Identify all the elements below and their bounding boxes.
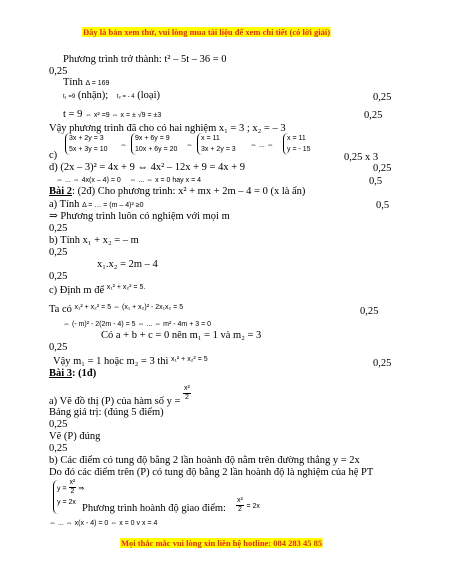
line-delta: Tính Δ = 169 xyxy=(63,77,110,88)
score: 0,25 x 3 xyxy=(344,152,379,163)
score: 0,25 xyxy=(49,443,68,454)
score: 0,25 xyxy=(49,342,68,353)
score: 0,25 xyxy=(49,66,68,77)
line-2a-conclusion: ⇒ Phương trình luôn có nghiệm với mọi m xyxy=(49,211,230,222)
line-3b-system-intro: Do đó các điểm trên (P) có tung độ bằng 2 lần hoành độ là nghiệm của hệ PT xyxy=(49,467,374,478)
system-3: x = 11 3x + 2y = 3 xyxy=(197,133,236,155)
line-part-d: d) (2x – 3)² = 4x + 9 ⇔ 4x² – 12x + 9 = 4x + 9 xyxy=(49,162,246,173)
score: 0,5 xyxy=(376,200,390,211)
line-2a: a) Tính Δ = … = (m – 4)² ≥0 xyxy=(49,199,144,210)
bottom-banner: Mọi thắc mắc vui lòng xin liên hệ hotline: 084 283 45 85 xyxy=(121,538,323,548)
bai-3-heading: Bài 3: (1đ) xyxy=(49,368,97,379)
line-3a: a) Vẽ đồ thị (P) của hàm số y = $\frac{\text{x²}}{2}$ xyxy=(49,385,190,407)
system-4: x = 11 y = - 15 xyxy=(283,133,311,155)
score: 0,25 xyxy=(373,92,392,103)
line-2c-conclusion: Vậy m₁ = 1 hoặc m₂ = 3 thì $^{x_1^2 + x_2^2 = 5}$ xyxy=(53,356,208,367)
score: 0,5 xyxy=(369,176,383,187)
score: 0,25 xyxy=(360,306,379,317)
line-2b: b) Tính x₁ + x₂ = – m xyxy=(49,235,139,246)
line-2c-roots: Có a + b + c = 0 nên m₁ = 1 và m₂ = 3 xyxy=(101,330,262,341)
score: 0,25 xyxy=(49,271,68,282)
part-c-label: c) xyxy=(49,150,58,161)
line-t-equals-9: t = 9 ⇔ x² =9 ⇔ x = ± √9 = ±3 xyxy=(63,109,162,120)
line-part-d-solve: ⇔ ... ⇔ 4x(x – 4) = 0 ⇔ ... ⇔ x = 0 hay x = 4 xyxy=(56,177,201,184)
score: 0,25 xyxy=(49,223,68,234)
line-2c-expand: ⇔ (- m)² - 2(2m - 4) = 5 ⇔ ... ⇔ m² - 4m + 3 = 0 xyxy=(63,321,211,328)
line-3b-abscissa-eq: Phương trình hoành độ giao điểm: xyxy=(82,503,226,514)
score: 0,25 xyxy=(49,419,68,430)
bai-2-heading: Bài 2: (2đ) Cho phương trình: x² + mx + 2m – 4 = 0 (x là ẩn) xyxy=(49,186,306,197)
line-2b-product: x₁.x₂ = 2m – 4 xyxy=(97,259,158,270)
score: 0,25 xyxy=(49,247,68,258)
equiv-icon: ⇔ xyxy=(120,142,127,149)
line-3b: b) Các điểm có tung độ bằng 2 lần hoành độ nằm trên đường thẳng y = 2x xyxy=(49,455,360,466)
line-3b-solve: ⇔ ... ⇔ x(x - 4) = 0 ⇔ x = 0 v x = 4 xyxy=(49,520,158,527)
score: 0,25 xyxy=(373,358,392,369)
equiv-icon: ⇔ xyxy=(186,142,193,149)
equiv-icon: ⇔ ... ⇔ xyxy=(250,142,274,149)
top-banner: Đây là bản xem thử, vui lòng mua tài liệu để xem chi tiết (có lời giải) xyxy=(83,27,331,37)
line-conclusion-1: Vậy phương trình đã cho có hai nghiệm x₁ = 3 ; x₂ = – 3 xyxy=(49,123,286,134)
line-3b-abscissa-formula: $\frac{\text{x²}}{2}$ = 2x xyxy=(237,497,260,513)
system-2: 9x + 6y = 9 10x + 6y = 20 xyxy=(131,133,177,155)
line-3a-draw: Vẽ (P) đúng xyxy=(49,431,101,442)
system-1: 3x + 2y = 3 5x + 3y = 10 xyxy=(65,133,108,155)
score: 0,25 xyxy=(364,110,383,121)
line-roots-t: t₁ =9 (nhận); t₂ = - 4 (loại) xyxy=(63,90,160,101)
fraction-x2-over-2: $\frac{\text{x²}}{2}$ xyxy=(184,385,190,401)
line-3a-table: Bảng giá trị: (đúng 5 điểm) xyxy=(49,407,164,418)
system-5: y = $\frac{\text{x²}}{2}$ ⇒ y = 2x xyxy=(53,480,84,514)
line-2c-taco: Ta có $^{x_1^2 + x_2^2 = 5 \Leftrightarrow (x_1 + x_2)^2 - 2x_1x_2 = 5}$ xyxy=(49,304,184,315)
score: 0,25 xyxy=(373,163,392,174)
line-equation-t: Phương trình trở thành: t² – 5t – 36 = 0 xyxy=(63,54,227,65)
line-2c: c) Định m để $^{x_1^2 + x_2^2 = 5.}$ xyxy=(49,284,146,296)
